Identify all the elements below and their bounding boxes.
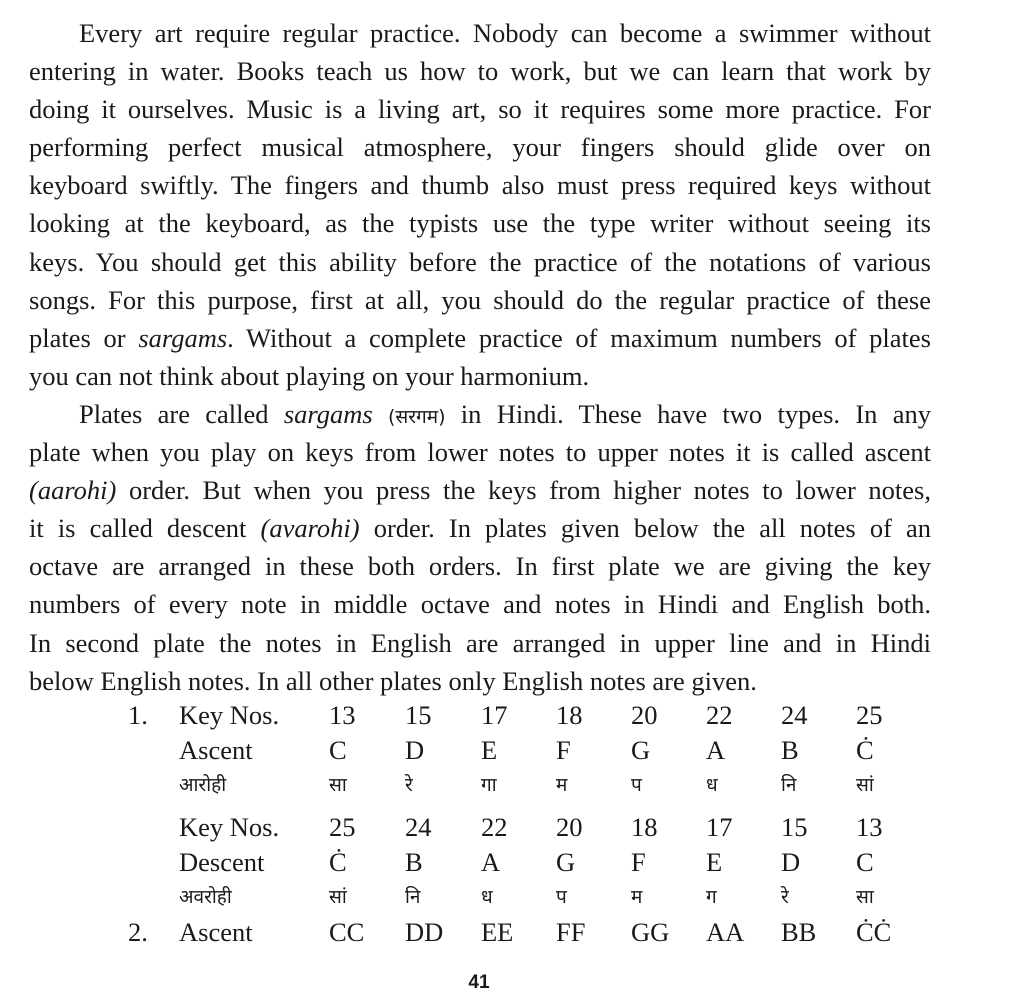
cell: 20: [556, 812, 583, 842]
text-run: order. In plates given below the all notes of an: [359, 513, 932, 544]
italic-term: (aarohi): [29, 475, 117, 506]
cell: ध: [706, 774, 718, 796]
cell: गा: [481, 774, 497, 796]
cell: C: [329, 735, 347, 765]
cell: AA: [706, 917, 745, 947]
text-line: looking at the keyboard, as the typists use the type writer without seeing its: [29, 208, 931, 239]
cell: रे: [781, 886, 789, 908]
cell: रे: [405, 774, 413, 796]
cell: नि: [781, 774, 797, 796]
cell: म: [556, 774, 568, 796]
cell: सा: [329, 774, 347, 796]
cell: CC: [329, 917, 365, 947]
text-run: order. But when you press the keys from higher notes to lower notes,: [116, 475, 931, 506]
cell: 20: [631, 700, 658, 730]
cell: F: [556, 735, 571, 765]
text-line: [29, 319, 931, 357]
cell: 18: [631, 812, 658, 842]
cell: E: [706, 847, 723, 877]
page-number: 41: [468, 972, 490, 993]
text-line: songs. For this purpose, first at all, you should do the regular practice of these: [29, 284, 931, 315]
cell: ग: [706, 886, 717, 908]
text-line: plate when you play on keys from lower notes to upper notes it is called ascent: [29, 437, 931, 468]
text-run: plates or: [29, 322, 139, 353]
text-line: numbers of every note in middle octave and notes in Hindi and English both.: [29, 589, 931, 620]
cell: सां: [856, 774, 874, 796]
cell: D: [781, 847, 801, 877]
row-label: आरोही: [179, 774, 227, 796]
cell: B: [405, 847, 423, 877]
cell: G: [556, 847, 576, 877]
cell: A: [706, 735, 726, 765]
italic-term: (avarohi): [260, 513, 360, 544]
row-label: अवरोही: [179, 886, 232, 908]
cell: 15: [781, 812, 808, 842]
text-line: performing perfect musical atmosphere, your fingers should glide over on: [29, 132, 931, 163]
cell: 15: [405, 700, 432, 730]
row-label: Ascent: [179, 735, 253, 765]
cell: A: [481, 847, 501, 877]
cell: E: [481, 735, 498, 765]
cell: सा: [856, 886, 874, 908]
text-line: keyboard swiftly. The fingers and thumb also must press required keys without: [29, 170, 931, 201]
cell: ध: [481, 886, 493, 908]
text-line: Every art require regular practice. Nobody can become a swimmer without: [79, 18, 931, 48]
text-line: [29, 509, 931, 547]
text-line: you can not think about playing on your harmonium.: [29, 360, 590, 391]
cell: ĊĊ: [856, 917, 892, 947]
cell: सां: [329, 886, 347, 908]
cell: 17: [481, 700, 508, 730]
cell: 24: [781, 700, 808, 730]
cell: Ċ: [856, 735, 874, 765]
plate-number: 1.: [128, 700, 148, 730]
cell: Ċ: [329, 847, 347, 877]
cell: DD: [405, 917, 444, 947]
text-run: . Without a complete practice of maximum numbers of plates: [227, 322, 931, 353]
cell: प: [631, 774, 642, 796]
cell: 22: [481, 812, 508, 842]
text-run: in Hindi. These have two types. In any: [445, 399, 931, 429]
cell: G: [631, 735, 651, 765]
cell: म: [631, 886, 643, 908]
text-line: below English notes. In all other plates only English notes are given.: [29, 665, 757, 696]
cell: 13: [856, 812, 883, 842]
row-label: Ascent: [179, 917, 253, 947]
cell: C: [856, 847, 874, 877]
cell: 18: [556, 700, 583, 730]
text-run: it is called descent: [29, 513, 261, 544]
text-run: Plates are called: [79, 399, 284, 429]
text-line: In second plate the notes in English are arranged in upper line and in Hindi: [29, 627, 931, 658]
paragraph-practice: [29, 14, 931, 395]
text-line: [29, 471, 931, 509]
text-line: doing it ourselves. Music is a living art, so it requires some more practice. For: [29, 94, 931, 125]
italic-term: sargams: [283, 399, 373, 429]
text-line: octave are arranged in these both orders. In first plate we are giving the key: [29, 551, 931, 582]
plate-number: 2.: [128, 917, 148, 947]
paragraph-plates: [29, 395, 931, 700]
cell: D: [405, 735, 425, 765]
cell: 24: [405, 812, 432, 842]
cell: BB: [781, 917, 817, 947]
cell: 13: [329, 700, 356, 730]
row-label: Key Nos.: [179, 700, 280, 730]
cell: GG: [631, 917, 670, 947]
cell: F: [631, 847, 646, 877]
cell: प: [556, 886, 567, 908]
cell: FF: [556, 917, 586, 947]
hindi-term: (सरगम): [387, 406, 446, 428]
row-label: Descent: [179, 847, 265, 877]
cell: 25: [329, 812, 356, 842]
cell: B: [781, 735, 799, 765]
row-label: Key Nos.: [179, 812, 280, 842]
italic-term: sargams: [138, 322, 228, 353]
cell: 17: [706, 812, 733, 842]
cell: 22: [706, 700, 733, 730]
text-line: [29, 395, 931, 433]
text-line: entering in water. Books teach us how to work, but we can learn that work by: [29, 56, 931, 87]
text-line: keys. You should get this ability before the practice of the notations of various: [29, 246, 931, 277]
cell: 25: [856, 700, 883, 730]
cell: नि: [405, 886, 421, 908]
cell: EE: [481, 917, 514, 947]
